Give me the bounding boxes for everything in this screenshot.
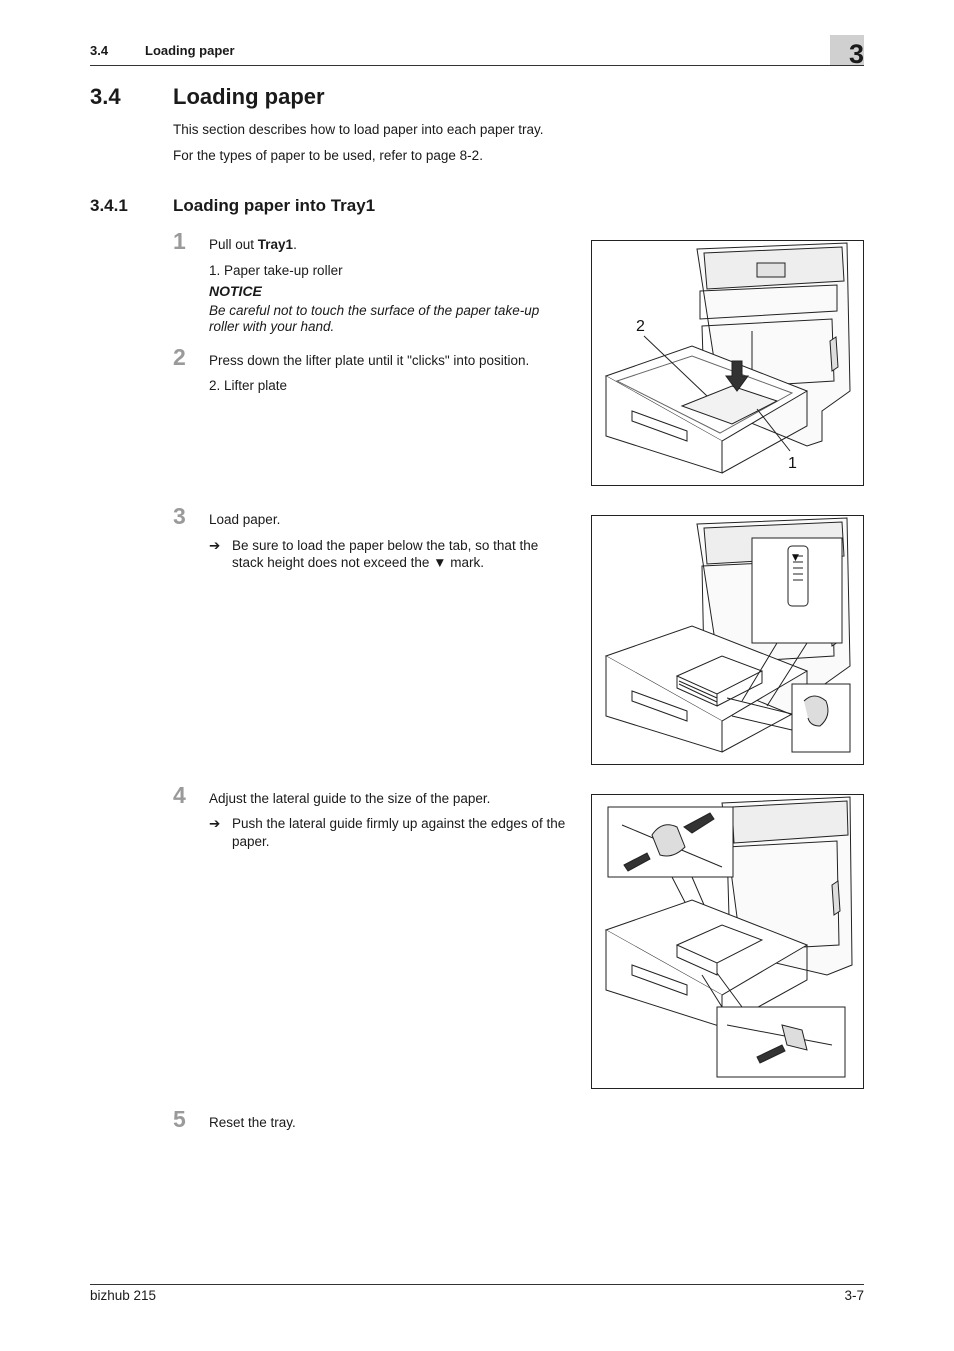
section-title: Loading paper (173, 84, 325, 109)
figure-adjust-guide (591, 794, 864, 1089)
callout-2: 2 (636, 318, 645, 335)
paper-loading-illustration (592, 516, 863, 764)
step-number: 5 (173, 1106, 186, 1132)
step-number: 1 (173, 228, 186, 254)
step-number: 3 (173, 503, 186, 529)
tray-name: Tray1 (257, 237, 294, 252)
header-rule (90, 65, 864, 66)
subsection-number: 3.4.1 (90, 196, 128, 215)
step-number: 4 (173, 782, 186, 808)
header-section-number: 3.4 (90, 43, 109, 58)
figure-load-paper (591, 515, 864, 765)
step-text: Press down the lifter plate until it "clicks" into position. (209, 353, 530, 368)
lateral-guide-illustration (592, 795, 863, 1088)
footer-product: bizhub 215 (90, 1288, 157, 1303)
step-text (209, 236, 297, 253)
notice-title: NOTICE (209, 283, 262, 299)
step-text: Reset the tray. (209, 1115, 296, 1130)
bullet-text-line1: Be sure to load the paper below the tab, so that the (232, 538, 539, 553)
bullet-text-line2: paper. (232, 834, 270, 849)
step-text: Adjust the lateral guide to the size of the paper. (209, 791, 491, 806)
step-subitem: 1. Paper take-up roller (209, 263, 343, 278)
arrow-bullet: ➔ (209, 816, 221, 831)
bullet-text-line2: stack height does not exceed the ▼ mark. (232, 555, 484, 570)
step-text-post: . (293, 237, 297, 252)
bullet-text-line1: Push the lateral guide firmly up against the edges of the (232, 816, 566, 831)
footer-rule (90, 1284, 864, 1285)
subsection-title: Loading paper into Tray1 (173, 196, 376, 215)
arrow-bullet: ➔ (209, 538, 221, 553)
footer-page-number: 3-7 (844, 1288, 864, 1303)
step-subitem: 2. Lifter plate (209, 378, 288, 393)
section-reference: For the types of paper to be used, refer to page 8-2. (173, 148, 483, 163)
header-section-title: Loading paper (145, 43, 235, 58)
section-intro: This section describes how to load paper into each paper tray. (173, 122, 544, 137)
printer-tray-illustration (592, 241, 863, 485)
height-mark: ▼ (792, 553, 799, 563)
figure-pull-out-tray (591, 240, 864, 486)
notice-text-line1: Be careful not to touch the surface of the paper take-up (209, 303, 540, 318)
chapter-number: 3 (848, 39, 864, 69)
step-text-pre: Pull out (209, 237, 258, 252)
step-text: Load paper. (209, 512, 281, 527)
step-number: 2 (173, 344, 186, 370)
section-number: 3.4 (90, 84, 121, 109)
callout-1: 1 (788, 455, 797, 472)
notice-text-line2: roller with your hand. (209, 319, 335, 334)
